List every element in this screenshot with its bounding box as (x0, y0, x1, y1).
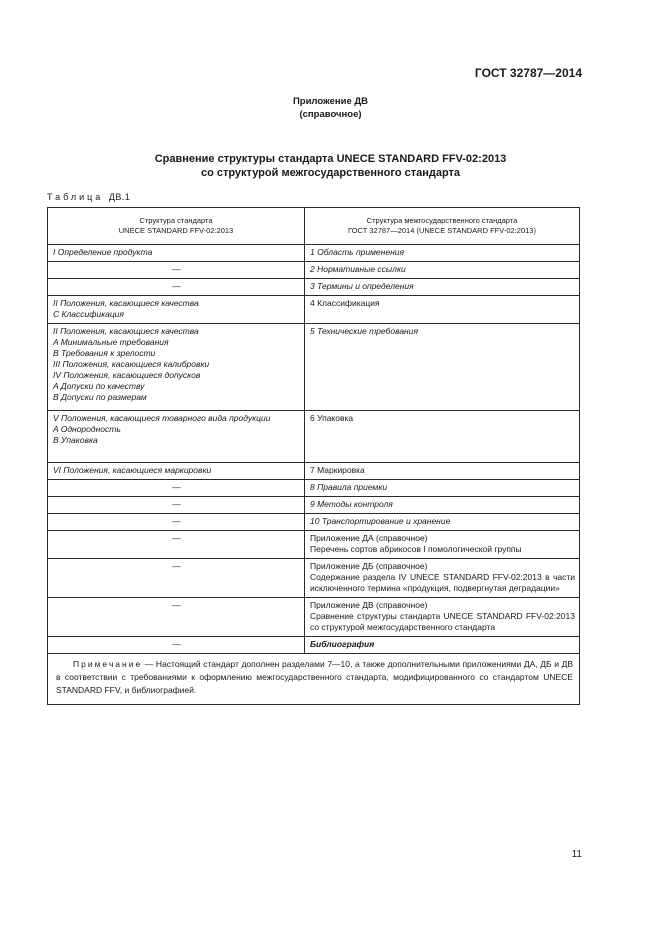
page-title (0, 152, 661, 180)
table-caption-number: ДВ.1 (108, 192, 131, 202)
table-caption-word: Таблица (47, 192, 104, 202)
unece-cell: — (48, 598, 305, 637)
table-row (48, 531, 580, 559)
table-row (48, 514, 580, 531)
unece-cell: — (48, 279, 305, 296)
gost-cell: 8 Правила приемки (305, 480, 580, 497)
appendix-title: Приложение ДВ (292, 96, 369, 107)
table-row (48, 245, 580, 262)
unece-cell: VI Положения, касающиеся маркировки (48, 463, 305, 480)
gost-cell: Библиография (305, 637, 580, 654)
unece-cell: — (48, 514, 305, 531)
gost-cell: 2 Нормативные ссылки (305, 262, 580, 279)
gost-cell: Приложение ДА (справочное) Перечень сортов абрикосов I помологической группы (305, 531, 580, 559)
unece-cell: — (48, 262, 305, 279)
table-caption (47, 192, 130, 202)
column-header-unece: Структура стандарта UNECE STANDARD FFV-02:2013 (48, 208, 305, 245)
unece-cell: — (48, 480, 305, 497)
gost-cell: 9 Методы контроля (305, 497, 580, 514)
note-label: Примечание (73, 659, 143, 669)
page-number: 11 (571, 849, 582, 860)
table-row (48, 559, 580, 598)
title-line-1: Сравнение структуры стандарта UNECE STANDARD FFV-02:2013 (154, 153, 507, 165)
unece-cell: — (48, 531, 305, 559)
gost-cell: 10 Транспортирование и хранение (305, 514, 580, 531)
gost-cell: 3 Термины и определения (305, 279, 580, 296)
table-note (48, 654, 580, 705)
appendix-subtitle: (справочное) (299, 109, 362, 120)
table-row (48, 296, 580, 324)
unece-cell: II Положения, касающиеся качества С Классификация (48, 296, 305, 324)
appendix-heading (0, 95, 661, 121)
table-row (48, 497, 580, 514)
table-row (48, 637, 580, 654)
gost-cell: 4 Классификация (305, 296, 580, 324)
gost-cell: 6 Упаковка (305, 411, 580, 463)
title-line-2: со структурой межгосударственного стандарта (200, 167, 461, 179)
unece-cell: I Определение продукта (48, 245, 305, 262)
gost-cell: 1 Область применения (305, 245, 580, 262)
table-row (48, 324, 580, 411)
table-row (48, 411, 580, 463)
table-header-row (48, 208, 580, 245)
comparison-table (47, 207, 580, 705)
unece-cell: II Положения, касающиеся качества A Минимальные требования B Требования к зрелости III Положения, касающиеся калибровки IV Положения, касающиеся допусков A Допуски по качеству B Допуски по размерам (48, 324, 305, 411)
table-row (48, 463, 580, 480)
table-row (48, 279, 580, 296)
document-header: ГОСТ 32787—2014 (474, 66, 582, 80)
unece-cell: — (48, 637, 305, 654)
gost-cell: 7 Маркировка (305, 463, 580, 480)
table-row (48, 598, 580, 637)
table-note-row (48, 654, 580, 705)
table-row (48, 262, 580, 279)
unece-cell: — (48, 559, 305, 598)
column-header-gost: Структура межгосударственного стандарта ГОСТ 32787—2014 (UNECE STANDARD FFV-02:2013) (305, 208, 580, 245)
note-text: — Настоящий стандарт дополнен разделами 7—10, а также дополнительными приложениями ДА, ДБ и ДВ в соответствии с требованиями к оформлению межгосударственного стандарта, модифицированного со стандартом UNECE STANDARD FFV, и библиографией. (56, 659, 573, 695)
gost-cell: Приложение ДБ (справочное) Содержание раздела IV UNECE STANDARD FFV-02:2013 в части исключенного термина «продукция, подвергнутая деградации» (305, 559, 580, 598)
table-row (48, 480, 580, 497)
gost-cell: Приложение ДВ (справочное) Сравнение структуры стандарта UNECE STANDARD FFV-02:2013 со структурой межгосударственного стандарта (305, 598, 580, 637)
unece-cell: V Положения, касающиеся товарного вида продукции A Однородность B Упаковка (48, 411, 305, 463)
gost-cell: 5 Технические требования (305, 324, 580, 411)
unece-cell: — (48, 497, 305, 514)
